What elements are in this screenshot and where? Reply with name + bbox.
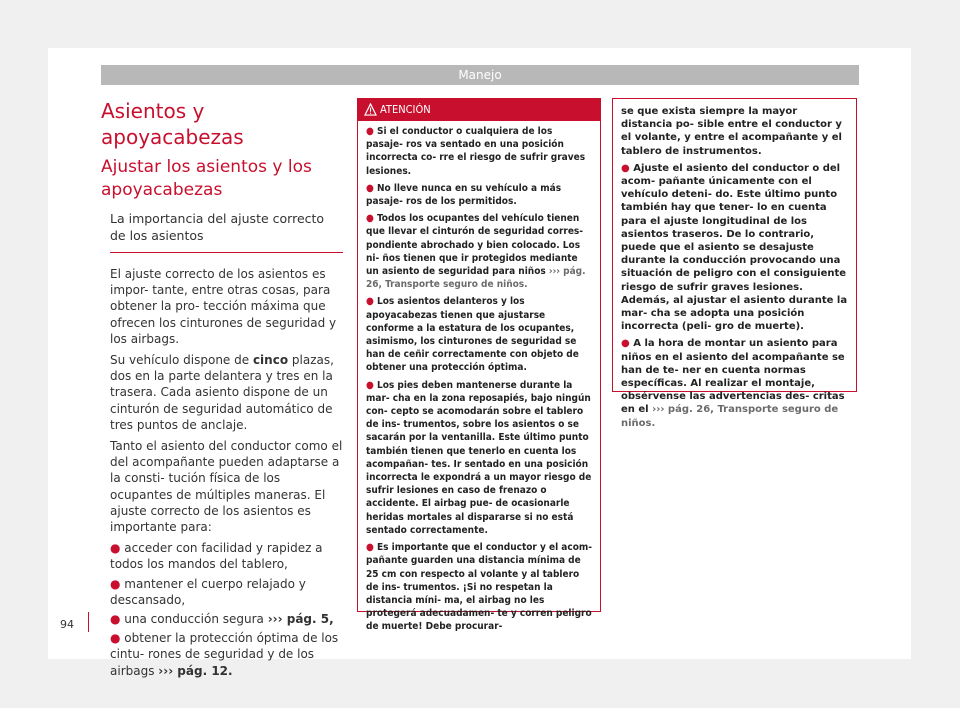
page-reference-link[interactable]: ››› pág. 12. bbox=[158, 663, 233, 678]
warning-item bbox=[366, 182, 592, 208]
list-item bbox=[110, 611, 343, 627]
warning-item bbox=[366, 541, 592, 633]
list-item bbox=[110, 540, 343, 572]
warning-triangle-icon bbox=[364, 103, 377, 116]
subheading: La importancia del ajuste correcto de los asientos bbox=[110, 211, 325, 243]
page-title: Asientos y apoyacabezas bbox=[101, 99, 244, 149]
bullet-icon: ● bbox=[110, 541, 125, 556]
page-number-marker bbox=[88, 612, 89, 632]
warning-box-continued bbox=[612, 98, 857, 429]
bullet-icon: ● bbox=[110, 631, 125, 646]
list-item-text: acceder con facilidad y rapidez a todos los mandos del tablero, bbox=[110, 541, 323, 572]
bullet-icon: ● bbox=[366, 213, 377, 225]
page-reference-link[interactable]: ››› pág. 26, Transporte seguro de niños. bbox=[366, 266, 586, 291]
warning-header bbox=[358, 99, 600, 121]
paragraph-1: El ajuste correcto de los asientos es impor- tante, entre otras cosas, para obtener la pro- tección máxima que ofrecen los cinturones de seguridad y los airbags. bbox=[110, 267, 337, 346]
bullet-icon: ● bbox=[621, 162, 634, 174]
main-column bbox=[101, 98, 343, 682]
bullet-icon: ● bbox=[366, 542, 377, 554]
page-reference-link[interactable]: ››› pág. 5, bbox=[267, 612, 334, 627]
list-item-text: obtener la protección óptima de los cintu- rones de seguridad y de los airbags bbox=[110, 631, 339, 678]
warning-item bbox=[366, 295, 592, 374]
warning-item bbox=[366, 379, 592, 537]
divider bbox=[110, 252, 343, 253]
list-item bbox=[110, 630, 343, 679]
page-number: 94 bbox=[60, 618, 74, 631]
bullet-icon: ● bbox=[366, 296, 377, 308]
warning-item-text: Los pies deben mantenerse durante la mar- cha en la zona reposapiés, bajo ningún con- cepto se acomodarán sobre el tablero de ins- trumentos, sobre los asientos o se sacarán por la ventanilla. Este último punto también tienen que tenerlo en cuenta los acompañan- tes. Ir sentado en una posición incorrecta le expondrá a un mayor riesgo de sufrir lesiones en caso de frenazo o accidente. El airbag pue- de ocasionarle heridas mortales al dispararse si no está sentado correctamente. bbox=[366, 379, 592, 536]
bullet-icon: ● bbox=[366, 182, 377, 194]
paragraph-2 bbox=[110, 352, 343, 433]
list-item-text: mantener el cuerpo relajado y descansado, bbox=[110, 576, 306, 607]
warning-item bbox=[621, 337, 848, 429]
warning-item-text: A la hora de montar un asiento para niños en el asiento del acompañante se han de te- ner en cuenta normas específicas. Al realizar el montaje, obsérvense las advertencias des- critas en el bbox=[621, 338, 845, 416]
warning-item-text: No lleve nunca en su vehículo a más pasaje- ros de los permitidos. bbox=[366, 182, 562, 208]
warning-item-text: Ajuste el asiento del conductor o del acom- pañante únicamente con el vehículo deteni- do. Este último punto también hay que tener- lo en cuenta para el ajuste longitudinal de los asientos traseros. De lo contrario, puede que el asiento se desajuste durante la conducción provocando una situación de peligro con el consiguiente riesgo de sufrir graves lesiones. Además, al ajustar el asiento durante la mar- cha se adopta una posición incorrecta (peli- gro de muerte). bbox=[621, 162, 848, 333]
paragraph-2-bold: cinco bbox=[252, 353, 289, 368]
page-reference-link[interactable]: ››› pág. 26, Transporte seguro de niños. bbox=[621, 404, 839, 429]
paragraph-3: Tanto el asiento del conductor como el del acompañante pueden adaptarse a la consti- tución física de los ocupantes de múltiples maneras. El ajuste correcto de los asientos es importante para: bbox=[110, 439, 343, 535]
bullet-icon: ● bbox=[366, 126, 377, 137]
bullet-icon: ● bbox=[366, 379, 377, 391]
bullet-icon: ● bbox=[110, 612, 125, 627]
warning-item bbox=[366, 125, 592, 178]
warning-label: ATENCIÓN bbox=[380, 103, 431, 116]
section-subtitle: Ajustar los asientos y los apoyacabezas bbox=[101, 157, 312, 200]
warning-body bbox=[358, 121, 600, 634]
warning-item-text: Si el conductor o cualquiera de los pasaje- ros va sentado en una posición incorrecta co- rre el riesgo de sufrir graves lesiones. bbox=[366, 126, 586, 177]
paragraph-2-text-a: Su vehículo dispone de bbox=[110, 353, 253, 368]
list-item bbox=[110, 576, 343, 608]
bullet-icon: ● bbox=[621, 338, 634, 350]
warning-item-text: Es importante que el conductor y el acom- pañante guarden una distancia mínima de 25 cm con respecto al volante y al tablero de ins- trumentos. ¡Si no respetan la distancia míni- ma, el airbag no les protegerá adecuadamen- te y corren peligro de muerte! Debe procurar- bbox=[366, 542, 592, 633]
warning-item bbox=[621, 162, 848, 334]
bullet-icon: ● bbox=[110, 576, 125, 591]
warning-item-text: Los asientos delanteros y los apoyacabezas tienen que ajustarse conforme a la estatura de los ocupantes, asimismo, los cinturones de seguridad se han de ceñir correctamente con objeto de obtener una protección óptima. bbox=[366, 296, 579, 374]
section-header: Manejo bbox=[101, 65, 859, 85]
warning-item-text: Todos los ocupantes del vehículo tienen que llevar el cinturón de seguridad corres- pondiente abrochado y bien colocado. Los ni- ños tienen que ir protegidos mediante un asiento de seguridad para niños bbox=[366, 213, 584, 278]
warning-body bbox=[613, 99, 856, 430]
paragraph-2-text-c: plazas, dos en la parte delantera y tres en la trasera. Cada asiento dispone de un cinturón de seguridad automático de tres puntos de anclaje. bbox=[110, 353, 334, 432]
warning-item bbox=[366, 212, 592, 291]
warning-box bbox=[357, 98, 601, 633]
list-item-text: una conducción segura bbox=[124, 612, 264, 627]
warning-continuation-text: se que exista siempre la mayor distancia po- sible entre el conductor y el volante, y entre el acompañante y el tablero de instrumentos. bbox=[621, 106, 842, 157]
